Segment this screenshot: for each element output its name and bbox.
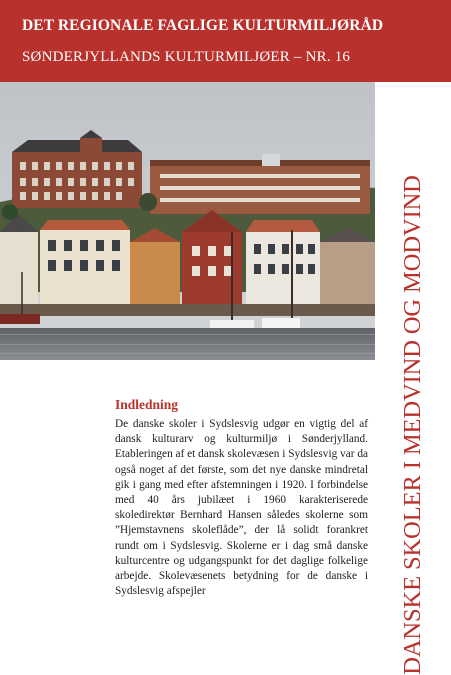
cover-photo: [0, 82, 375, 360]
side-title-text: DANSKE SKOLER I MEDVIND OG MODVIND: [399, 175, 426, 675]
article: [115, 397, 368, 599]
header-title: DET REGIONALE FAGLIGE KULTURMILJØRÅD: [22, 17, 384, 34]
article-body: De danske skoler i Sydslesvig udgør en vigtig del af dansk kulturarv og kulturmiljø i Sønderjylland. Etableringen af et dansk skolevæsen i Sydslesvig var da også noget af det første, som det nye danske mindretal gik i gang med efter afstemningen i 1920. I forbindelse med 40 års jubilæet i 1960 karakteriserede skoledirektør Bernhard Hansen således skolerne som ”Hjemstavnens skoleflåde”, der lå solidt forankret rundt om i Sydslesvig. Skolerne er i dag små danske kulturcentre og udgangspunkt for det daglige folkelige arbejde. Skolevæsenets betydning for de danske i Sydslesvig afspejler: [115, 418, 368, 598]
article-heading: Indledning: [115, 397, 179, 412]
header-subtitle: SØNDERJYLLANDS KULTURMILJØER – NR. 16: [22, 49, 351, 65]
vertical-side-title: [375, 82, 451, 675]
header-banner: [0, 0, 451, 82]
